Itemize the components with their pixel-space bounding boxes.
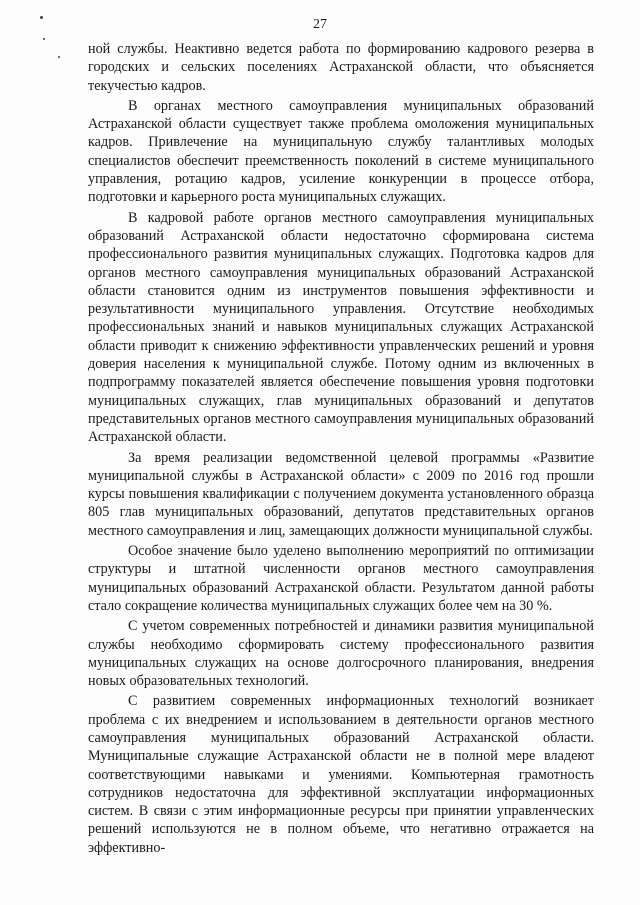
- paragraph: За время реализации ведомственной целевой программы «Развитие муниципальной службы в Астраханской области» с 2009 по 2016 год прошли курсы повышения квалификации с получением документа установленного образца 805 глав муниципальных образований, депутатов представительных органов местного самоуправления и лиц, замещающих должности муниципальной службы.: [88, 449, 594, 539]
- paragraph: Особое значение было уделено выполнению мероприятий по оптимизации структуры и штатной численности органов местного самоуправления муниципальных образований Астраханской области. Результатом данной работы стало сокращение количества муниципальных служащих более чем на 30 %.: [88, 543, 594, 614]
- paragraph: В органах местного самоуправления муниципальных образований Астраханской области существует также проблема омоложения муниципальных кадров. Привлечение на муниципальную службу талантливых молодых специалистов обеспечит преемственность поколений в системе муниципального управления, ротацию кадров, усиление конкуренции в процессе отбора, подготовки и карьерного роста муниципальных служащих.: [88, 97, 594, 206]
- paragraph: С развитием современных информационных технологий возникает проблема с их внедрением и использованием в деятельности органов местного самоуправления муниципальных образований Астраханской области. Муниципальные служащие Астраханской области не в полной мере владеют соответствующими навыками и умениями. Компьютерная грамотность сотрудников недостаточна для эффективной эксплуатации информационных систем. В связи с этим информационные ресурсы при принятии управленческих решений используются не в полном объеме, что негативно отражается на эффективно-: [88, 693, 594, 856]
- page-number: 27: [313, 17, 327, 32]
- body-text: [88, 40, 594, 859]
- scan-speck: [58, 56, 60, 58]
- paragraph: В кадровой работе органов местного самоуправления муниципальных образований Астраханской области недостаточно сформирована система профессионального развития муниципальных служащих. Подготовка кадров для органов местного самоуправления муниципальных образований Астраханской области становится одним из инструментов повышения эффективности и результативности муниципального управления. Отсутствие необходимых профессиональных знаний и навыков муниципальных служащих Астраханской области приводит к снижению эффективности управленческих решений и уровня доверия населения к муниципальной службе. Потому одним из включенных в подпрограмму показателей является обеспечение повышения уровня подготовки муниципальных служащих, глав муниципальных образований и депутатов представительных органов местного самоуправления муниципальных образований Астраханской области.: [88, 209, 594, 446]
- paragraph: С учетом современных потребностей и динамики развития муниципальной службы необходимо сформировать систему профессионального развития муниципальных служащих на основе долгосрочного планирования, внедрения новых образовательных технологий.: [88, 618, 594, 690]
- paragraph: ной службы. Неактивно ведется работа по формированию кадрового резерва в городских и сельских поселениях Астраханской области, что объясняется текучестью кадров.: [88, 41, 594, 94]
- scan-speck: [43, 38, 45, 40]
